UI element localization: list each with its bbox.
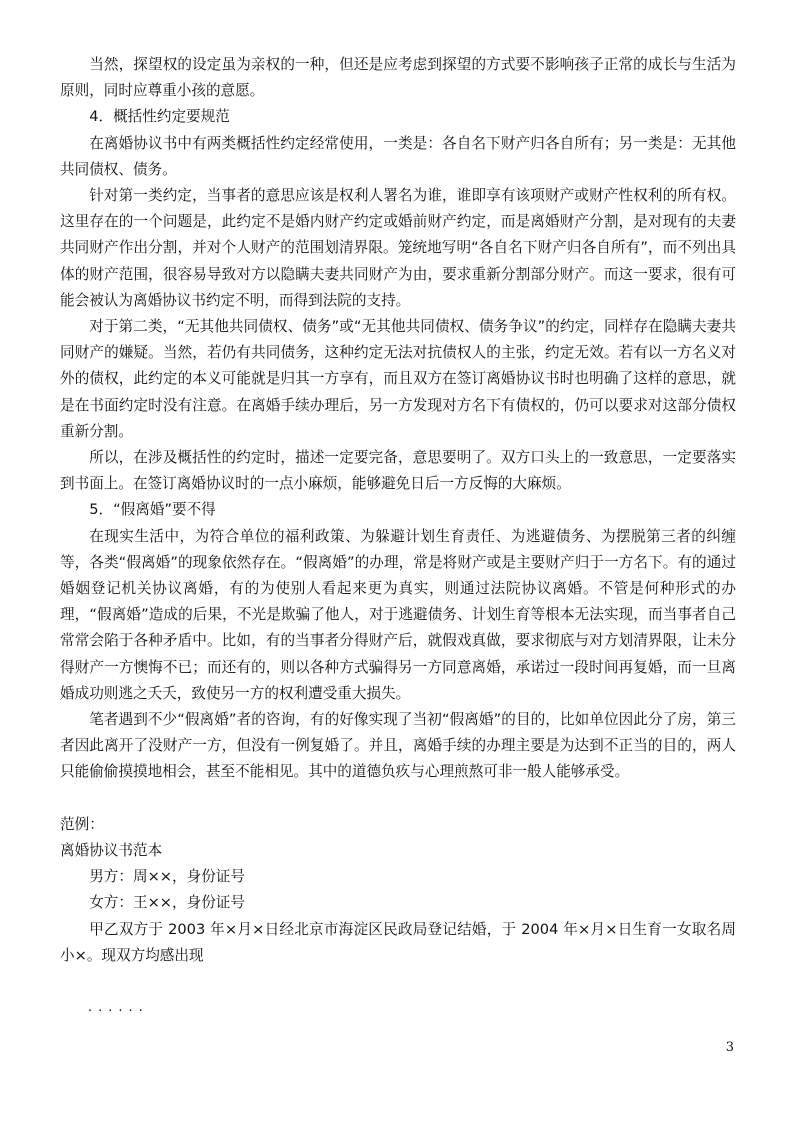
example-ellipsis: ······ xyxy=(88,1003,149,1019)
example-body: 甲乙双方于 2003 年×月×日经北京市海淀区民政局登记结婚，于 2004 年×月×日生育一女取名周小×。现双方均感出现 xyxy=(60,920,736,964)
section-heading-5: 5．“假离婚”要不得 xyxy=(89,501,216,519)
example-title: 离婚协议书范本 xyxy=(60,841,163,859)
paragraph-fake-divorce: 在现实生活中，为符合单位的福利政策、为躲避计划生育责任、为逃避债务、为摆脱第三者的纠缠等，各类“假离婚”的现象依然存在。“假离婚”的办理，常是将财产或是主要财产归于一方名下。有的通过婚姻登记机关协议离婚，有的为使别人看起来更为真实，则通过法院协议离婚。不管是何种形式的办理，“假离婚”造成的后果，不光是欺骗了他人，对于逃避债务、计划生育等根本无法实现，而当事者自己常常会陷于各种矛盾中。比如，有的当事者分得财产后，就假戏真做，要求彻底与对方划清界限，让未分得财产一方懊悔不已；而还有的，则以各种方式骗得另一方同意离婚，承诺过一段时间再复婚，而一旦离婚成功则逃之夭夭，致使另一方的权利遭受重大损失。 xyxy=(60,527,736,702)
example-label: 范例： xyxy=(60,815,104,833)
example-female-party: 女方：王××，身份证号 xyxy=(89,894,245,912)
paragraph-conclusion: 所以，在涉及概括性的约定时，描述一定要完备，意思要明了。双方口头上的一致意思，一定要落实到书面上。在签订离婚协议时的一点小麻烦，能够避免日后一方反悔的大麻烦。 xyxy=(60,449,736,493)
example-male-party: 男方：周××，身份证号 xyxy=(89,868,245,886)
paragraph-consultation: 笔者遇到不少“假离婚”者的咨询，有的好像实现了当初“假离婚”的目的，比如单位因此分了房，第三者因此离开了没财产一方，但没有一例复婚了。并且，离婚手续的办理主要是为达到不正当的目的，两人只能偷偷摸摸地相会，甚至不能相见。其中的道德负疚与心理煎熬可非一般人能够承受。 xyxy=(60,711,736,781)
paragraph-visitation-right: 当然，探望权的设定虽为亲权的一种，但还是应考虑到探望的方式要不影响孩子正常的成长与生活为原则，同时应尊重小孩的意愿。 xyxy=(60,56,736,100)
document-page xyxy=(60,52,736,1025)
page-number: 3 xyxy=(725,1040,734,1055)
paragraph-general-clauses: 在离婚协议书中有两类概括性约定经常使用，一类是：各自名下财产归各自所有；另一类是：无其他共同债权、债务。 xyxy=(60,134,736,178)
paragraph-second-clause-type: 对于第二类，“无其他共同债权、债务”或“无其他共同债权、债务争议”的约定，同样存在隐瞒夫妻共同财产的嫌疑。当然，若仍有共同债务，这种约定无法对抗债权人的主张，约定无效。若有以一方名义对外的债权，此约定的本义可能就是归其一方享有，而且双方在签订离婚协议书时也明确了这样的意思，就是在书面约定时没有注意。在离婚手续办理后，另一方发现对方名下有债权的，仍可以要求对这部分债权重新分割。 xyxy=(60,318,736,440)
section-heading-4: 4．概括性约定要规范 xyxy=(89,108,230,126)
paragraph-first-clause-type: 针对第一类约定，当事者的意思应该是权利人署名为谁，谁即享有该项财产或财产性权利的所有权。这里存在的一个问题是，此约定不是婚内财产约定或婚前财产约定，而是离婚财产分割，是对现有的夫妻共同财产作出分割，并对个人财产的范围划清界限。笼统地写明“各自名下财产归各自所有”，而不列出具体的财产范围，很容易导致对方以隐瞒夫妻共同财产为由，要求重新分割部分财产。而这一要求，很有可能会被认为离婚协议书约定不明，而得到法院的支持。 xyxy=(60,187,736,309)
